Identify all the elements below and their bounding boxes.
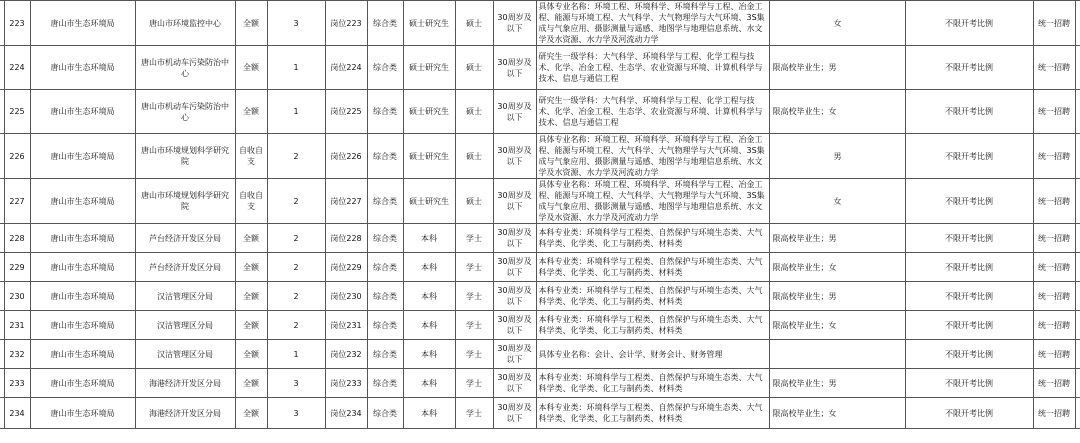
cell-unit: 汉沽管理区分局	[135, 340, 235, 369]
cell-funding: 全额	[235, 282, 267, 311]
cell-age: 30周岁及以下	[493, 1, 536, 46]
cell-ratio: 不限开考比例	[905, 340, 1033, 369]
cell-type: 综合类	[367, 311, 403, 340]
cell-method: 统一招聘	[1033, 253, 1075, 282]
cell-post: 岗位229	[325, 253, 367, 282]
cell-funding: 全额	[235, 1, 267, 46]
cell-department: 唐山市生态环境局	[30, 134, 135, 179]
cell-unit: 芦台经济开发区分局	[135, 253, 235, 282]
cell-degree: 学士	[455, 369, 493, 398]
cell-gender: 限高校毕业生；女	[769, 253, 905, 282]
cell-department: 唐山市生态环境局	[30, 253, 135, 282]
cell-method: 统一招聘	[1033, 46, 1075, 90]
cell-number: 231	[4, 311, 30, 340]
table-row	[0, 46, 1080, 90]
cell-ratio: 不限开考比例	[905, 282, 1033, 311]
row-edge-right	[1075, 340, 1080, 369]
cell-post: 岗位233	[325, 369, 367, 398]
cell-count: 2	[267, 253, 325, 282]
cell-major: 本科专业类：环境科学与工程类、自然保护与环境生态类、大气科学类、化学类、化工与制药类、材料类	[536, 224, 769, 253]
cell-age: 30周岁及以下	[493, 224, 536, 253]
cell-age: 30周岁及以下	[493, 90, 536, 134]
row-edge-right	[1075, 46, 1080, 90]
cell-method: 统一招聘	[1033, 1, 1075, 46]
cell-department: 唐山市生态环境局	[30, 1, 135, 46]
row-edge-right	[1075, 179, 1080, 224]
cell-type: 综合类	[367, 179, 403, 224]
cell-type: 综合类	[367, 134, 403, 179]
cell-count: 1	[267, 340, 325, 369]
cell-number: 227	[4, 179, 30, 224]
cell-ratio: 不限开考比例	[905, 134, 1033, 179]
cell-number: 229	[4, 253, 30, 282]
cell-ratio: 不限开考比例	[905, 90, 1033, 134]
cell-funding: 全额	[235, 369, 267, 398]
cell-count: 2	[267, 179, 325, 224]
cell-unit: 芦台经济开发区分局	[135, 224, 235, 253]
row-edge-right	[1075, 369, 1080, 398]
cell-gender: 女	[769, 1, 905, 46]
cell-method: 统一招聘	[1033, 134, 1075, 179]
cell-age: 30周岁及以下	[493, 340, 536, 369]
cell-education: 本科	[403, 398, 455, 429]
cell-gender: 限高校毕业生；女	[769, 90, 905, 134]
table-row	[0, 311, 1080, 340]
cell-gender	[769, 340, 905, 369]
cell-type: 综合类	[367, 224, 403, 253]
cell-major: 本科专业类：环境科学与工程类、自然保护与环境生态类、大气科学类、化学类、化工与制药类、材料类	[536, 282, 769, 311]
cell-post: 岗位224	[325, 46, 367, 90]
cell-type: 综合类	[367, 282, 403, 311]
cell-major: 本科专业类：环境科学与工程类、自然保护与环境生态类、大气科学类、化学类、化工与制药类、材料类	[536, 398, 769, 429]
cell-education: 本科	[403, 340, 455, 369]
cell-count: 1	[267, 90, 325, 134]
cell-unit: 汉沽管理区分局	[135, 282, 235, 311]
cell-major: 具体专业名称：环境工程、环境科学、环境科学与工程、冶金工程、能源与环境工程、大气科学、大气物理学与大气环境、3S集成与气象应用、摄影测量与遥感、地图学与地理信息系统、水文学及水资源、水力学及河流动力学	[536, 179, 769, 224]
cell-degree: 硕士	[455, 179, 493, 224]
cell-unit: 唐山市环境规划科学研究院	[135, 134, 235, 179]
cell-unit: 唐山市环境规划科学研究院	[135, 179, 235, 224]
cell-count: 2	[267, 224, 325, 253]
cell-post: 岗位232	[325, 340, 367, 369]
row-edge-right	[1075, 398, 1080, 429]
cell-count: 3	[267, 369, 325, 398]
cell-ratio: 不限开考比例	[905, 311, 1033, 340]
cell-post: 岗位226	[325, 134, 367, 179]
cell-major: 本科专业类：环境科学与工程类、自然保护与环境生态类、大气科学类、化学类、化工与制药类、材料类	[536, 369, 769, 398]
cell-age: 30周岁及以下	[493, 46, 536, 90]
cell-department: 唐山市生态环境局	[30, 369, 135, 398]
cell-method: 统一招聘	[1033, 340, 1075, 369]
cell-education: 本科	[403, 253, 455, 282]
cell-degree: 学士	[455, 398, 493, 429]
cell-count: 2	[267, 134, 325, 179]
cell-education: 硕士研究生	[403, 1, 455, 46]
cell-degree: 学士	[455, 282, 493, 311]
cell-gender: 限高校毕业生；女	[769, 311, 905, 340]
cell-method: 统一招聘	[1033, 398, 1075, 429]
table-row	[0, 179, 1080, 224]
cell-degree: 学士	[455, 340, 493, 369]
cell-funding: 全额	[235, 46, 267, 90]
row-edge-right	[1075, 224, 1080, 253]
cell-type: 综合类	[367, 398, 403, 429]
cell-funding: 全额	[235, 398, 267, 429]
cell-number: 233	[4, 369, 30, 398]
cell-ratio: 不限开考比例	[905, 224, 1033, 253]
cell-degree: 学士	[455, 253, 493, 282]
cell-ratio: 不限开考比例	[905, 46, 1033, 90]
cell-gender: 限高校毕业生；女	[769, 398, 905, 429]
row-edge-right	[1075, 134, 1080, 179]
cell-funding: 全额	[235, 253, 267, 282]
cell-funding: 全额	[235, 224, 267, 253]
cell-type: 综合类	[367, 340, 403, 369]
cell-department: 唐山市生态环境局	[30, 398, 135, 429]
cell-funding: 自收自支	[235, 134, 267, 179]
cell-department: 唐山市生态环境局	[30, 224, 135, 253]
cell-unit: 汉沽管理区分局	[135, 311, 235, 340]
cell-major: 研究生一级学科：大气科学、环境科学与工程、化学工程与技术、化学、冶金工程、生态学、农业资源与环境、计算机科学与技术、信息与通信工程	[536, 46, 769, 90]
cell-gender: 限高校毕业生；男	[769, 224, 905, 253]
cell-number: 223	[4, 1, 30, 46]
cell-major: 具体专业名称：环境工程、环境科学、环境科学与工程、冶金工程、能源与环境工程、大气科学、大气物理学与大气环境、3S集成与气象应用、摄影测量与遥感、地图学与地理信息系统、水文学及水资源、水力学及河流动力学	[536, 1, 769, 46]
cell-age: 30周岁及以下	[493, 179, 536, 224]
cell-education: 硕士研究生	[403, 90, 455, 134]
cell-number: 232	[4, 340, 30, 369]
cell-funding: 全额	[235, 311, 267, 340]
cell-ratio: 不限开考比例	[905, 179, 1033, 224]
table-row	[0, 340, 1080, 369]
cell-post: 岗位234	[325, 398, 367, 429]
cell-department: 唐山市生态环境局	[30, 179, 135, 224]
cell-ratio: 不限开考比例	[905, 398, 1033, 429]
cell-funding: 自收自支	[235, 179, 267, 224]
cell-post: 岗位228	[325, 224, 367, 253]
cell-department: 唐山市生态环境局	[30, 311, 135, 340]
cell-number: 225	[4, 90, 30, 134]
cell-post: 岗位227	[325, 179, 367, 224]
table-row	[0, 224, 1080, 253]
cell-department: 唐山市生态环境局	[30, 46, 135, 90]
table-row	[0, 253, 1080, 282]
cell-post: 岗位225	[325, 90, 367, 134]
cell-type: 综合类	[367, 253, 403, 282]
cell-number: 228	[4, 224, 30, 253]
row-edge-right	[1075, 1, 1080, 46]
cell-type: 综合类	[367, 1, 403, 46]
cell-number: 230	[4, 282, 30, 311]
cell-post: 岗位230	[325, 282, 367, 311]
cell-age: 30周岁及以下	[493, 369, 536, 398]
cell-education: 硕士研究生	[403, 134, 455, 179]
cell-gender: 限高校毕业生；男	[769, 46, 905, 90]
cell-degree: 硕士	[455, 1, 493, 46]
cell-unit: 海港经济开发区分局	[135, 398, 235, 429]
cell-funding: 全额	[235, 340, 267, 369]
table-row	[0, 369, 1080, 398]
cell-method: 统一招聘	[1033, 369, 1075, 398]
cell-ratio: 不限开考比例	[905, 1, 1033, 46]
cell-major: 本科专业类：环境科学与工程类、自然保护与环境生态类、大气科学类、化学类、化工与制药类、材料类	[536, 311, 769, 340]
cell-unit: 唐山市机动车污染防治中心	[135, 46, 235, 90]
cell-count: 1	[267, 46, 325, 90]
cell-unit: 唐山市机动车污染防治中心	[135, 90, 235, 134]
cell-ratio: 不限开考比例	[905, 253, 1033, 282]
cell-major: 本科专业类：环境科学与工程类、自然保护与环境生态类、大气科学类、化学类、化工与制药类、材料类	[536, 253, 769, 282]
cell-age: 30周岁及以下	[493, 134, 536, 179]
cell-number: 226	[4, 134, 30, 179]
table-row	[0, 282, 1080, 311]
cell-education: 硕士研究生	[403, 46, 455, 90]
cell-method: 统一招聘	[1033, 90, 1075, 134]
cell-age: 30周岁及以下	[493, 282, 536, 311]
cell-education: 本科	[403, 311, 455, 340]
row-edge-right	[1075, 90, 1080, 134]
cell-type: 综合类	[367, 46, 403, 90]
cell-count: 3	[267, 1, 325, 46]
cell-method: 统一招聘	[1033, 224, 1075, 253]
cell-funding: 全额	[235, 90, 267, 134]
cell-method: 统一招聘	[1033, 282, 1075, 311]
table-row	[0, 90, 1080, 134]
cell-post: 岗位223	[325, 1, 367, 46]
cell-degree: 学士	[455, 224, 493, 253]
cell-unit: 海港经济开发区分局	[135, 369, 235, 398]
cell-number: 234	[4, 398, 30, 429]
cell-department: 唐山市生态环境局	[30, 340, 135, 369]
cell-department: 唐山市生态环境局	[30, 282, 135, 311]
cell-age: 30周岁及以下	[493, 311, 536, 340]
cell-count: 3	[267, 398, 325, 429]
cell-type: 综合类	[367, 369, 403, 398]
cell-age: 30周岁及以下	[493, 253, 536, 282]
row-edge-right	[1075, 253, 1080, 282]
row-edge-right	[1075, 282, 1080, 311]
table-row	[0, 1, 1080, 46]
cell-method: 统一招聘	[1033, 179, 1075, 224]
table-row	[0, 398, 1080, 429]
cell-education: 本科	[403, 282, 455, 311]
cell-gender: 限高校毕业生；男	[769, 369, 905, 398]
cell-department: 唐山市生态环境局	[30, 90, 135, 134]
cell-number: 224	[4, 46, 30, 90]
cell-degree: 硕士	[455, 90, 493, 134]
cell-gender: 限高校毕业生；男	[769, 282, 905, 311]
cell-unit: 唐山市环境监控中心	[135, 1, 235, 46]
cell-count: 2	[267, 311, 325, 340]
cell-education: 本科	[403, 224, 455, 253]
cell-major: 具体专业名称：环境工程、环境科学、环境科学与工程、冶金工程、能源与环境工程、大气科学、大气物理学与大气环境、3S集成与气象应用、摄影测量与遥感、地图学与地理信息系统、水文学及水资源、水力学及河流动力学	[536, 134, 769, 179]
table-row	[0, 134, 1080, 179]
cell-ratio: 不限开考比例	[905, 369, 1033, 398]
cell-gender: 男	[769, 134, 905, 179]
cell-major: 具体专业名称：会计、会计学、财务会计、财务管理	[536, 340, 769, 369]
cell-degree: 学士	[455, 311, 493, 340]
cell-major: 研究生一级学科：大气科学、环境科学与工程、化学工程与技术、化学、冶金工程、生态学、农业资源与环境、计算机科学与技术、信息与通信工程	[536, 90, 769, 134]
cell-age: 30周岁及以下	[493, 398, 536, 429]
cell-method: 统一招聘	[1033, 311, 1075, 340]
cell-type: 综合类	[367, 90, 403, 134]
table-body	[0, 1, 1080, 429]
cell-degree: 硕士	[455, 134, 493, 179]
cell-count: 2	[267, 282, 325, 311]
row-edge-right	[1075, 311, 1080, 340]
cell-education: 本科	[403, 369, 455, 398]
cell-post: 岗位231	[325, 311, 367, 340]
cell-gender: 女	[769, 179, 905, 224]
cell-degree: 硕士	[455, 46, 493, 90]
cell-education: 硕士研究生	[403, 179, 455, 224]
